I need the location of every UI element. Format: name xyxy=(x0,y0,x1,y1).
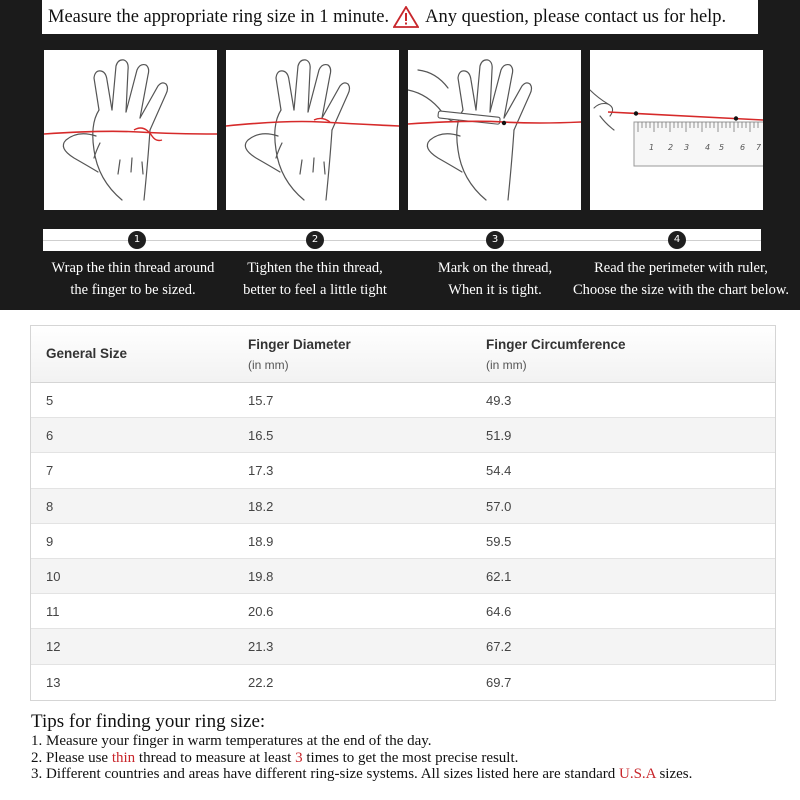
cell-general-size: 6 xyxy=(46,428,54,444)
tip-3 xyxy=(31,766,692,783)
table-row xyxy=(31,418,775,453)
ring-size-table xyxy=(30,325,776,701)
tip-3-highlight-usa: U.S.A xyxy=(619,766,656,782)
step-number-3: 3 xyxy=(486,231,504,249)
table-row xyxy=(31,665,775,700)
step-line xyxy=(43,240,761,241)
cell-finger-diameter: 20.6 xyxy=(248,604,274,620)
table-row xyxy=(31,594,775,629)
cell-general-size: 8 xyxy=(46,498,54,514)
cell-general-size: 13 xyxy=(46,674,61,690)
step-number-1: 1 xyxy=(128,231,146,249)
cell-finger-diameter: 19.8 xyxy=(248,568,274,584)
ruler-number: 1 xyxy=(649,143,655,152)
step3-caption xyxy=(402,257,588,301)
table-body xyxy=(31,383,775,700)
cell-finger-diameter: 18.9 xyxy=(248,533,274,549)
step4-caption xyxy=(566,257,796,301)
ruler-number: 5 xyxy=(719,143,725,152)
step3-caption-line2: When it is tight. xyxy=(448,282,542,298)
table-row xyxy=(31,524,775,559)
cell-finger-circumference: 62.1 xyxy=(486,568,512,584)
cell-finger-diameter: 22.2 xyxy=(248,674,274,690)
ruler-number: 4 xyxy=(705,143,711,152)
cell-finger-circumference: 54.4 xyxy=(486,463,512,479)
cell-finger-diameter: 17.3 xyxy=(248,463,274,479)
step1-illustration xyxy=(44,50,217,210)
cell-finger-circumference: 57.0 xyxy=(486,498,512,514)
step3-illustration xyxy=(408,50,581,210)
banner-right-text: Any question, please contact us for help. xyxy=(425,6,727,27)
step4-caption-line2: Choose the size with the chart below. xyxy=(572,282,790,298)
tips-section xyxy=(31,711,692,783)
step2-illustration xyxy=(226,50,399,210)
tip-2-highlight-thin: thin xyxy=(111,749,136,766)
tip-3-text: 3. Different countries and areas have different ring-size systems. All sizes listed here are standard xyxy=(31,766,619,782)
cell-general-size: 11 xyxy=(46,604,60,620)
cell-general-size: 9 xyxy=(46,533,54,549)
cell-general-size: 7 xyxy=(46,463,54,479)
ruler-number: 7 xyxy=(756,143,762,152)
ruler-number: 6 xyxy=(740,143,746,152)
cell-finger-circumference: 64.6 xyxy=(486,604,512,620)
table-row xyxy=(31,489,775,524)
warning-triangle-icon xyxy=(393,6,419,28)
step-progress-bar xyxy=(43,229,761,251)
step4-illustration xyxy=(590,50,763,210)
tip-2 xyxy=(31,750,692,767)
tip-2-highlight-count: 3 xyxy=(295,749,303,766)
cell-finger-diameter: 16.5 xyxy=(248,428,274,444)
step2-caption-line1: Tighten the thin thread, xyxy=(247,260,383,276)
cell-finger-circumference: 49.3 xyxy=(486,393,512,408)
step4-caption-line1: Read the perimeter with ruler, xyxy=(594,260,768,276)
cell-general-size: 10 xyxy=(46,568,61,584)
tip-2-text: times to get the most precise result. xyxy=(302,749,519,766)
header-general-size: General Size xyxy=(46,346,128,361)
cell-general-size: 12 xyxy=(46,639,61,655)
cell-finger-circumference: 69.7 xyxy=(486,674,512,690)
step1-caption-line1: Wrap the thin thread around xyxy=(51,260,215,276)
tip-2-text: thread to measure at least xyxy=(135,749,296,766)
step1-caption-line2: the finger to be sized. xyxy=(70,282,196,298)
tip-3-text: sizes. xyxy=(655,766,693,782)
header-banner xyxy=(42,0,758,34)
instruction-panel xyxy=(0,0,800,310)
table-header xyxy=(31,326,775,383)
cell-finger-diameter: 15.7 xyxy=(248,393,274,408)
step3-caption-line1: Mark on the thread, xyxy=(437,260,553,276)
tip-2-text: 2. Please use xyxy=(31,749,112,766)
step1-caption xyxy=(42,257,224,301)
cell-finger-circumference: 51.9 xyxy=(486,428,512,444)
header-diameter-unit: (in mm) xyxy=(248,358,289,372)
table-row xyxy=(31,629,775,664)
step2-caption-line2: better to feel a little tight xyxy=(243,282,387,298)
cell-finger-diameter: 18.2 xyxy=(248,498,274,514)
ruler-number: 3 xyxy=(684,143,690,152)
header-finger-diameter: Finger Diameter xyxy=(248,337,351,352)
ruler-number: 2 xyxy=(668,143,674,152)
cell-finger-circumference: 59.5 xyxy=(486,533,512,549)
banner-left-text: Measure the appropriate ring size in 1 minute. xyxy=(48,6,390,27)
table-row xyxy=(31,453,775,488)
header-finger-circumference: Finger Circumference xyxy=(486,337,626,352)
table-row xyxy=(31,559,775,594)
tips-title: Tips for finding your ring size: xyxy=(31,711,266,732)
cell-finger-circumference: 67.2 xyxy=(486,639,512,655)
cell-general-size: 5 xyxy=(46,393,54,408)
step2-caption xyxy=(224,257,406,301)
cell-finger-diameter: 21.3 xyxy=(248,639,274,655)
step-number-4: 4 xyxy=(668,231,686,249)
header-circumference-unit: (in mm) xyxy=(486,358,527,372)
tip-1: 1. Measure your finger in warm temperatures at the end of the day. xyxy=(31,733,432,749)
step-number-2: 2 xyxy=(306,231,324,249)
table-row xyxy=(31,383,775,418)
